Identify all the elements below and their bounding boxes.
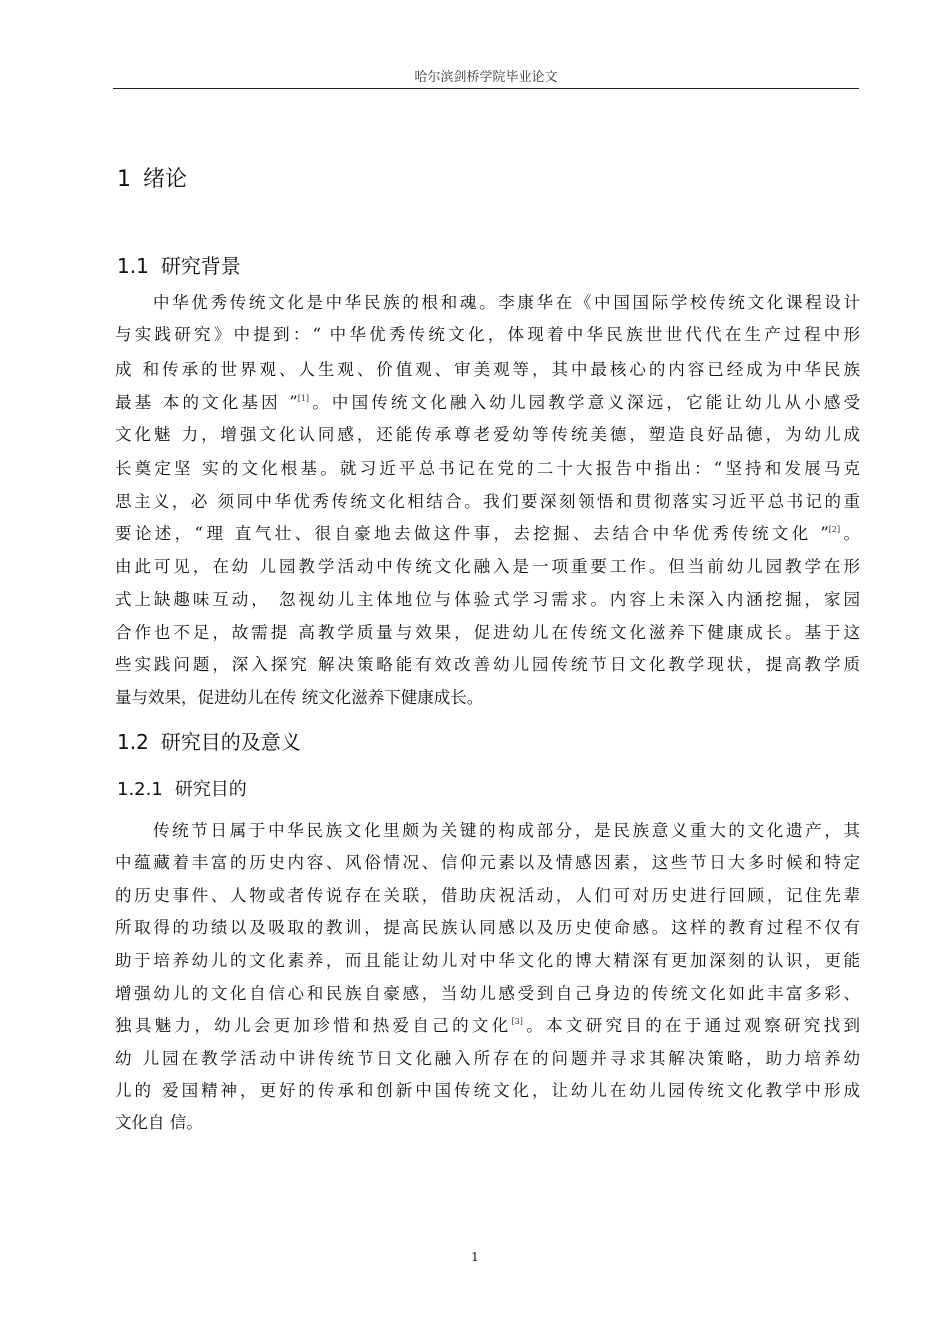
section-number: 1.1: [117, 254, 149, 278]
chapter-number: 1: [117, 167, 131, 192]
section-title: 研究目的及意义: [160, 730, 301, 754]
body-line-with-citation: [115, 1016, 860, 1036]
body-line: 成 和传承的世界观、人生观、价值观、审美观等，其中最核心的内容已经成为中华民族: [115, 360, 860, 379]
body-line: 儿的 爱国精神，更好的传承和创新中国传统文化，让幼儿在幼儿园传统文化教学中形成: [115, 1081, 860, 1100]
body-line: 式上缺趣味互动， 忽视幼儿主体地位与体验式学习需求。内容上未深入内涵挖掘，家园: [115, 590, 860, 609]
section-title: 研究背景: [160, 254, 241, 278]
body-text: 要论述，“理 直气壮、很自豪地去做这件事，去挖掘、去结合中华优秀传统文化 ”: [115, 524, 829, 543]
subsection-number: 1.2.1: [117, 779, 163, 800]
body-line: 思主义，必 须同中华优秀传统文化相结合。我们要深刻领悟和贯彻落实习近平总书记的重: [115, 492, 860, 511]
body-line: 助于培养幼儿的文化素养，而且能让幼儿对中华文化的博大精深有更加深刻的认识，更能: [115, 951, 860, 970]
body-line: 所取得的功绩以及吸取的教训，提高民族认同感以及历史使命感。这样的教育过程不仅有: [115, 918, 860, 937]
header-rule: [113, 88, 859, 89]
chapter-title: 绪论: [143, 167, 188, 192]
body-line: 量与效果，促进幼儿在传 统文化滋养下健康成长。: [115, 688, 484, 707]
body-line-with-citation: [115, 393, 860, 413]
body-line: 些实践问题，深入探究 解决策略能有效改善幼儿园传统节日文化教学现状，提高教学质: [115, 655, 860, 674]
citation-1[interactable]: [1]: [297, 394, 310, 403]
body-text: 独具魅力，幼儿会更加珍惜和热爱自己的文化: [115, 1016, 512, 1035]
page-header: 哈尔滨剑桥学院毕业论文: [414, 70, 558, 85]
citation-2[interactable]: [2]: [828, 525, 841, 534]
body-line: 中华优秀传统文化是中华民族的根和魂。李康华在《中国国际学校传统文化课程设计: [153, 293, 860, 312]
body-line: 合作也不足，故需提 高教学质量与效果，促进幼儿在传统文化滋养下健康成长。基于这: [115, 623, 860, 642]
body-line: 中蕴藏着丰富的历史内容、风俗情况、信仰元素以及情感因素，这些节日大多时候和特定: [115, 853, 860, 872]
section-heading-1-1: [117, 250, 241, 279]
body-text: 。本文研究目的在于通过观察研究找到: [522, 1016, 861, 1035]
body-line: 长奠定坚 实的文化根基。就习近平总书记在党的二十大报告中指出：“坚持和发展马克: [115, 459, 860, 478]
section-number: 1.2: [117, 730, 149, 754]
body-line: 增强幼儿的文化自信心和民族自豪感，当幼儿感受到自己身边的传统文化如此丰富多彩、: [115, 984, 860, 1003]
body-line-with-citation: [115, 524, 860, 544]
section-heading-1-2: [117, 726, 301, 755]
body-text: 。中国传统文化融入幼儿园教学意义深远，它能让幼儿从小感受: [309, 393, 860, 412]
body-line: 文化自 信。: [115, 1113, 203, 1132]
chapter-heading: [117, 162, 187, 193]
body-line: 与实践研究》中提到：“ 中华优秀传统文化，体现着中华民族世世代代在生产过程中形: [115, 325, 860, 344]
body-line: 的历史事件、人物或者传说存在关联，借助庆祝活动，人们可对历史进行回顾，记住先辈: [115, 886, 860, 905]
subsection-title: 研究目的: [174, 779, 247, 800]
body-line: 传统节日属于中华民族文化里颇为关键的构成部分，是民族意义重大的文化遗产，其: [153, 821, 860, 840]
page-number: 1: [471, 1250, 479, 1264]
body-text: 最基 本的文化基因 ”: [115, 393, 298, 412]
citation-3[interactable]: [3]: [511, 1017, 523, 1026]
body-line: 幼 儿园在教学活动中讲传统节日文化融入所存在的问题并寻求其解决策略，助力培养幼: [115, 1049, 860, 1068]
body-line: 由此可见，在幼 儿园教学活动中传统文化融入是一项重要工作。但当前幼儿园教学在形: [115, 557, 860, 576]
body-line: 文化魅 力，增强文化认同感，还能传承尊老爱幼等传统美德，塑造良好品德，为幼儿成: [115, 425, 860, 444]
subsection-heading-1-2-1: [117, 775, 247, 801]
body-text: 。: [840, 524, 860, 543]
